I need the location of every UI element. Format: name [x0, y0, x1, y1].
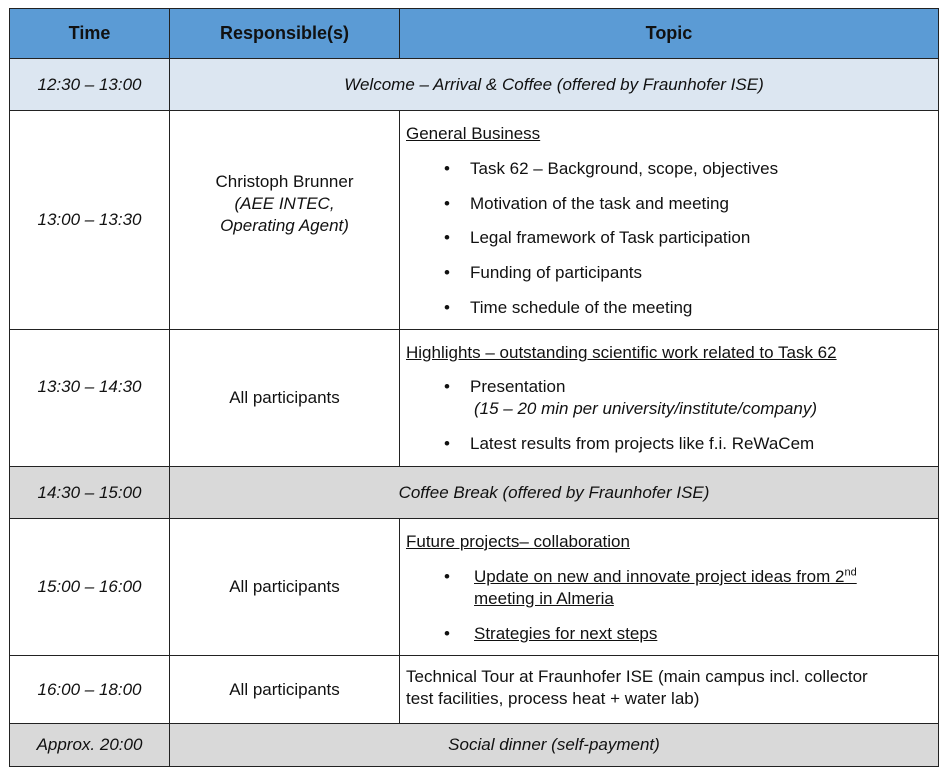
topic-heading: Future projects– collaboration	[406, 532, 630, 551]
topic-heading: General Business	[406, 124, 541, 143]
header-responsible: Responsible(s)	[170, 9, 400, 59]
bullet-text-part: meeting in Almeria	[474, 589, 614, 608]
agenda-row-general-business	[10, 111, 939, 330]
time-cell: 15:00 – 16:00	[10, 519, 170, 656]
bullet-text-part: Update on new and innovate project ideas from 2	[474, 567, 845, 586]
topic-cell	[400, 656, 939, 724]
time-text: 13:30 – 14:30	[37, 377, 142, 396]
bullet-note: (15 – 20 min per university/institute/company)	[474, 399, 817, 418]
header-time: Time	[10, 9, 170, 59]
time-cell	[10, 330, 170, 467]
topic-bullet-list	[406, 376, 938, 455]
topic-text-line: test facilities, process heat + water lab)	[406, 689, 700, 708]
time-cell: 13:00 – 13:30	[10, 111, 170, 330]
event-cell: Coffee Break (offered by Fraunhofer ISE)	[170, 467, 939, 519]
topic-bullet-list	[406, 566, 938, 645]
bullet-item: • Task 62 – Background, scope, objectives	[406, 158, 938, 180]
responsible-cell: All participants	[170, 330, 400, 467]
time-cell: Approx. 20:00	[10, 724, 170, 767]
time-cell: 14:30 – 15:00	[10, 467, 170, 519]
agenda-row-future-projects	[10, 519, 939, 656]
topic-cell	[400, 111, 939, 330]
responsible-cell	[170, 111, 400, 330]
bullet-item: • Latest results from projects like f.i. ReWaCem	[406, 433, 938, 455]
responsible-org-line2: Operating Agent)	[220, 216, 349, 235]
agenda-row-highlights	[10, 330, 939, 467]
bullet-item: • Legal framework of Task participation	[406, 227, 938, 249]
event-cell: Social dinner (self-payment)	[170, 724, 939, 767]
header-row	[10, 9, 939, 59]
bullet-item	[406, 376, 938, 420]
event-cell: Welcome – Arrival & Coffee (offered by Fraunhofer ISE)	[170, 59, 939, 111]
bullet-text	[474, 567, 857, 608]
topic-bullet-list	[406, 158, 938, 319]
time-cell: 16:00 – 18:00	[10, 656, 170, 724]
responsible-org-line1: (AEE INTEC,	[234, 194, 335, 213]
superscript: nd	[844, 566, 857, 579]
topic-heading: Highlights – outstanding scientific work related to Task 62	[406, 343, 837, 362]
bullet-item	[406, 623, 938, 645]
bullet-item	[406, 566, 938, 610]
responsible-name: Christoph Brunner	[215, 172, 354, 191]
responsible-cell: All participants	[170, 656, 400, 724]
bullet-item: • Motivation of the task and meeting	[406, 193, 938, 215]
topic-text-line: Technical Tour at Fraunhofer ISE (main campus incl. collector	[406, 667, 868, 686]
topic-cell	[400, 519, 939, 656]
responsible-cell: All participants	[170, 519, 400, 656]
time-cell: 12:30 – 13:00	[10, 59, 170, 111]
topic-cell	[400, 330, 939, 467]
bullet-item: • Time schedule of the meeting	[406, 297, 938, 319]
agenda-table	[9, 8, 939, 767]
agenda-row-coffee-break	[10, 467, 939, 519]
header-topic: Topic	[400, 9, 939, 59]
bullet-text: Strategies for next steps	[474, 624, 658, 643]
bullet-item: • Funding of participants	[406, 262, 938, 284]
agenda-row-welcome	[10, 59, 939, 111]
agenda-row-social-dinner	[10, 724, 939, 767]
bullet-text: Presentation	[470, 377, 566, 396]
agenda-row-technical-tour	[10, 656, 939, 724]
